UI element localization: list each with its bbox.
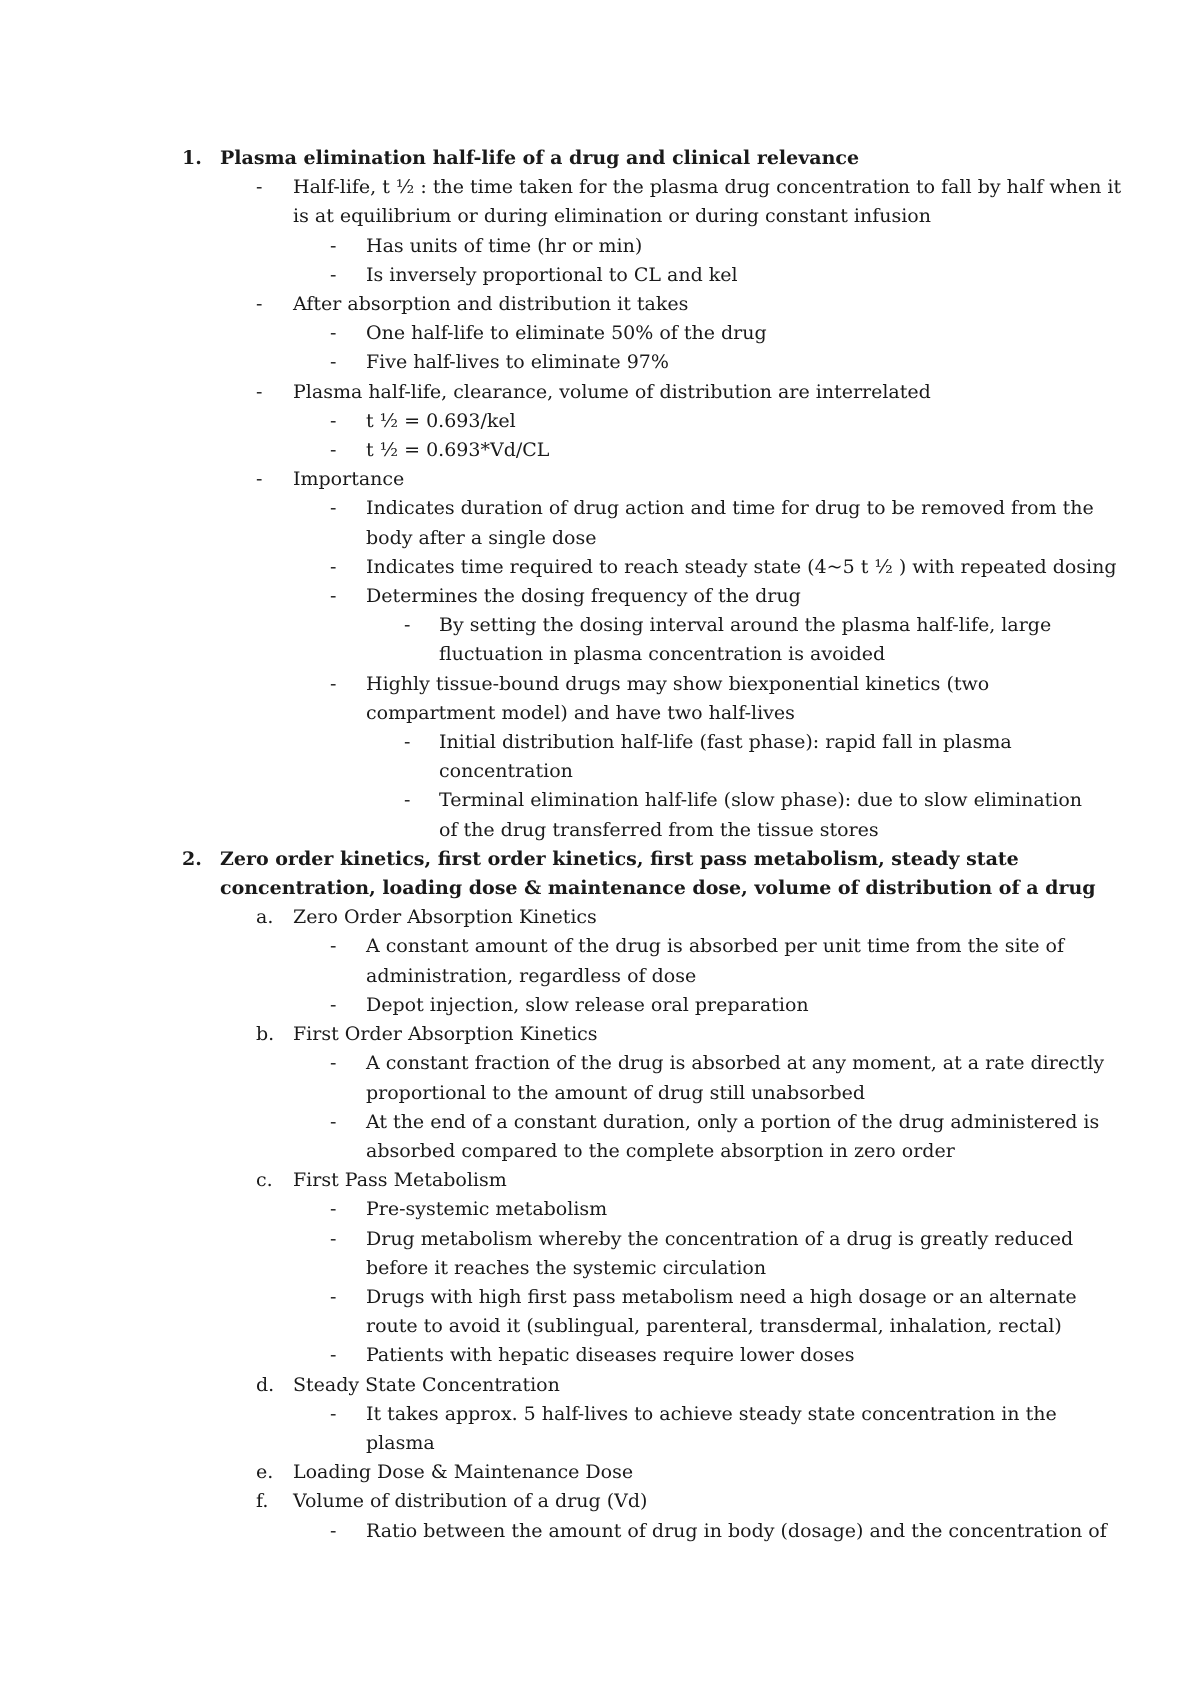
outline-item-continuation xyxy=(0,816,1200,845)
list-marker: - xyxy=(330,672,337,695)
outline-item xyxy=(0,670,1200,699)
list-marker: - xyxy=(330,351,337,374)
outline-item-continuation xyxy=(0,640,1200,669)
outline-item xyxy=(0,1049,1200,1078)
outline-item-continuation xyxy=(0,1429,1200,1458)
outline-item-text: Zero Order Absorption Kinetics xyxy=(293,906,597,929)
outline-item xyxy=(0,991,1200,1020)
outline-item xyxy=(0,932,1200,961)
outline-item xyxy=(0,173,1200,202)
outline-item xyxy=(0,1108,1200,1137)
outline-item xyxy=(0,553,1200,582)
list-marker: - xyxy=(404,789,411,812)
outline-item-text: Determines the dosing frequency of the drug xyxy=(366,585,801,608)
outline-item xyxy=(0,232,1200,261)
outline-item-continuation xyxy=(0,757,1200,786)
list-marker: 2. xyxy=(182,847,202,870)
list-marker: 1. xyxy=(182,147,202,169)
outline-item xyxy=(0,1283,1200,1312)
outline-item-text: concentration, loading dose & maintenance dose, volume of distribution of a drug xyxy=(220,877,1096,900)
outline-item-text: Steady State Concentration xyxy=(293,1373,560,1396)
outline-item-text: Pre-systemic metabolism xyxy=(366,1198,608,1221)
outline-item-text: proportional to the amount of drug still unabsorbed xyxy=(366,1081,866,1104)
outline-item xyxy=(0,1166,1200,1195)
outline-item-text: One half-life to eliminate 50% of the drug xyxy=(366,322,767,345)
outline-item xyxy=(0,1195,1200,1224)
outline-item-continuation xyxy=(0,1137,1200,1166)
outline-item-text: Has units of time (hr or min) xyxy=(366,234,643,257)
outline-item-text: Is inversely proportional to CL and kel xyxy=(366,263,738,286)
outline-item xyxy=(0,407,1200,436)
list-marker: - xyxy=(330,1285,337,1308)
outline-item-text: body after a single dose xyxy=(366,526,597,549)
list-marker: - xyxy=(330,263,337,286)
outline-item xyxy=(0,582,1200,611)
outline-item xyxy=(0,1517,1200,1546)
outline-item-text: Zero order kinetics, first order kinetics, first pass metabolism, steady state xyxy=(220,847,1019,870)
list-marker: f. xyxy=(256,1490,269,1513)
list-marker: - xyxy=(256,468,263,491)
list-marker: - xyxy=(330,993,337,1016)
outline-item-text: Five half-lives to eliminate 97% xyxy=(366,351,669,374)
outline-item-text: Loading Dose & Maintenance Dose xyxy=(293,1461,634,1484)
outline-item-text: Volume of distribution of a drug (Vd) xyxy=(293,1490,648,1513)
outline-item xyxy=(0,436,1200,465)
list-marker: - xyxy=(256,176,263,199)
outline-item-text: A constant amount of the drug is absorbed per unit time from the site of xyxy=(366,935,1064,958)
outline-item-text: Importance xyxy=(293,468,405,491)
outline-item xyxy=(0,1458,1200,1487)
outline-item xyxy=(0,903,1200,932)
outline-item-text: Drug metabolism whereby the concentration of a drug is greatly reduced xyxy=(366,1227,1074,1250)
outline-item-text: Initial distribution half-life (fast phase): rapid fall in plasma xyxy=(439,731,1012,754)
list-marker: - xyxy=(256,293,263,316)
outline-item xyxy=(0,845,1200,874)
list-marker: a. xyxy=(256,906,274,929)
list-marker: - xyxy=(404,614,411,637)
outline-item-text: Half-life, t ½ : the time taken for the plasma drug concentration to fall by half when it xyxy=(293,176,1122,199)
outline-item-continuation xyxy=(0,699,1200,728)
outline-item-text: Depot injection, slow release oral preparation xyxy=(366,993,809,1016)
list-marker: b. xyxy=(256,1023,275,1046)
outline-item-continuation xyxy=(0,1079,1200,1108)
outline-item-text: Patients with hepatic diseases require lower doses xyxy=(366,1344,855,1367)
outline-item-text: administration, regardless of dose xyxy=(366,964,697,987)
outline-item xyxy=(0,1020,1200,1049)
outline-item xyxy=(0,378,1200,407)
outline-item-text: absorbed compared to the complete absorption in zero order xyxy=(366,1139,955,1162)
outline-item xyxy=(0,348,1200,377)
outline-item-text: First Order Absorption Kinetics xyxy=(293,1023,598,1046)
outline-item-continuation xyxy=(0,962,1200,991)
outline-item-text: before it reaches the systemic circulation xyxy=(366,1256,767,1279)
list-marker: d. xyxy=(256,1373,275,1396)
outline-item xyxy=(0,290,1200,319)
outline-item xyxy=(0,465,1200,494)
outline-item xyxy=(0,1400,1200,1429)
outline-item-text: fluctuation in plasma concentration is avoided xyxy=(439,643,886,666)
outline-item-continuation xyxy=(0,1312,1200,1341)
outline-item-text: Drugs with high first pass metabolism need a high dosage or an alternate xyxy=(366,1285,1077,1308)
list-marker: - xyxy=(330,935,337,958)
outline-item-continuation xyxy=(0,1254,1200,1283)
outline-item-text: At the end of a constant duration, only a portion of the drug administered is xyxy=(366,1110,1100,1133)
outline-item-text: By setting the dosing interval around the plasma half-life, large xyxy=(439,614,1052,637)
list-marker: - xyxy=(330,1198,337,1221)
outline-item-text: A constant fraction of the drug is absorbed at any moment, at a rate directly xyxy=(366,1052,1105,1075)
list-marker: - xyxy=(404,731,411,754)
list-marker: - xyxy=(330,1344,337,1367)
outline-item xyxy=(0,319,1200,348)
outline-item xyxy=(0,1487,1200,1516)
list-marker: - xyxy=(330,1110,337,1133)
list-marker: - xyxy=(330,1052,337,1075)
outline-item-text: compartment model) and have two half-lives xyxy=(366,701,795,724)
list-marker: - xyxy=(330,1519,337,1542)
outline-item-continuation xyxy=(0,202,1200,231)
outline-item-text: concentration xyxy=(439,760,573,783)
list-marker: - xyxy=(330,497,337,520)
outline-item-text: Ratio between the amount of drug in body (dosage) and the concentration of xyxy=(366,1519,1107,1542)
outline-item-text: t ½ = 0.693/kel xyxy=(366,409,516,432)
outline-item xyxy=(0,786,1200,815)
list-marker: - xyxy=(330,1227,337,1250)
outline-item xyxy=(0,611,1200,640)
outline-item-text: Plasma elimination half-life of a drug and clinical relevance xyxy=(220,147,860,169)
outline-item xyxy=(0,1341,1200,1370)
list-marker: - xyxy=(330,555,337,578)
list-marker: e. xyxy=(256,1461,274,1484)
outline-item-text: After absorption and distribution it takes xyxy=(293,293,689,316)
outline-item-text: Terminal elimination half-life (slow phase): due to slow elimination xyxy=(439,789,1083,812)
outline-item-text: plasma xyxy=(366,1431,435,1454)
list-marker: c. xyxy=(256,1169,273,1192)
outline-item-text: Indicates duration of drug action and time for drug to be removed from the xyxy=(366,497,1094,520)
outline-item xyxy=(0,494,1200,523)
outline-item xyxy=(0,1225,1200,1254)
outline-item xyxy=(0,261,1200,290)
outline-item-text: is at equilibrium or during elimination or during constant infusion xyxy=(293,205,931,228)
list-marker: - xyxy=(330,585,337,608)
outline-item-text: It takes approx. 5 half-lives to achieve steady state concentration in the xyxy=(366,1402,1057,1425)
list-marker: - xyxy=(330,322,337,345)
outline-item-text: Highly tissue-bound drugs may show biexponential kinetics (two xyxy=(366,672,990,695)
outline-item xyxy=(0,728,1200,757)
outline-item-text: Plasma half-life, clearance, volume of distribution are interrelated xyxy=(293,380,931,403)
outline-item-text: of the drug transferred from the tissue stores xyxy=(439,818,879,841)
list-marker: - xyxy=(330,1402,337,1425)
list-marker: - xyxy=(256,380,263,403)
list-marker: - xyxy=(330,439,337,462)
outline-item-continuation xyxy=(0,874,1200,903)
outline-item-text: route to avoid it (sublingual, parenteral, transdermal, inhalation, rectal) xyxy=(366,1315,1062,1338)
outline-item-text: t ½ = 0.693*Vd/CL xyxy=(366,439,550,462)
outline-item xyxy=(0,1371,1200,1400)
outline-item-continuation xyxy=(0,524,1200,553)
outline-item-text: First Pass Metabolism xyxy=(293,1169,507,1192)
outline-item xyxy=(0,144,1200,173)
list-marker: - xyxy=(330,234,337,257)
list-marker: - xyxy=(330,409,337,432)
outline-item-text: Indicates time required to reach steady state (4~5 t ½ ) with repeated dosing xyxy=(366,555,1117,578)
